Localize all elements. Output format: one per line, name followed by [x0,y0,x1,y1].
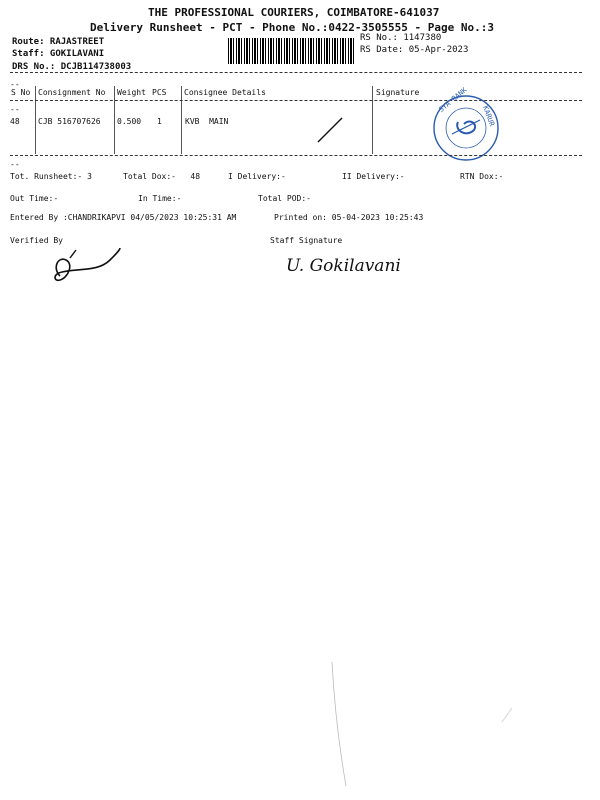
staff-handwritten-name: U. Gokilavani [286,256,401,276]
stamp-text-left: SYA BANK [437,86,469,114]
total-dox: Total Dox:- 48 [123,172,201,181]
header-consignee: Consignee Details [184,88,266,97]
row-pcs: 1 [157,117,162,126]
header-weight: Weight [117,88,146,97]
stamp-text-right: KARUR [481,104,496,128]
header-sno: S No [11,88,31,97]
verified-by: Verified By [10,236,63,245]
staff-signature-label: Staff Signature [270,236,343,245]
column-divider [181,86,182,154]
header-signature: Signature [376,88,420,97]
staff-label: Staff: GOKILAVANI [12,49,105,59]
in-time: In Time:- [138,194,182,203]
rs-date: RS Date: 05-Apr-2023 [360,45,469,55]
drs-number: DRS No.: DCJB114738003 [12,62,132,72]
company-title: THE PROFESSIONAL COURIERS, COIMBATORE-641037 [148,6,440,19]
divider [10,72,582,73]
tot-runsheet: Tot. Runsheet:- 3 [10,172,92,181]
column-divider [372,86,373,154]
ii-delivery: II Delivery:- [342,172,405,181]
row-weight: 0.500 [117,117,142,126]
row-consignment: CJB 516707626 [38,117,101,126]
header-consignment: Consignment No [38,88,106,97]
column-divider [114,86,115,154]
double-dash: -- [10,160,20,169]
runsheet-subtitle: Delivery Runsheet - PCT - Phone No.:0422-3505555 - Page No.:3 [90,21,494,34]
rtn-dox: RTN Dox:- [460,172,504,181]
out-time: Out Time:- [10,194,59,203]
route-label: Route: RAJASTREET [12,37,105,47]
row-consignee: KVB MAIN [185,117,229,126]
double-dash: -- [10,105,20,114]
verifier-signature [48,246,128,286]
double-dash: -- [10,80,20,89]
row-sno: 48 [10,117,20,126]
rs-number: RS No.: 1147380 [360,33,442,43]
total-pod: Total POD:- [258,194,311,203]
i-delivery: I Delivery:- [228,172,286,181]
printed-on: Printed on: 05-04-2023 10:25:43 [274,213,424,222]
barcode [228,38,354,64]
entered-by: Entered By :CHANDRIKAPVI 04/05/2023 10:25:31 AM [10,213,237,222]
scan-mark [330,660,350,790]
delivery-signature-mark [316,116,346,146]
scan-mark [500,704,516,724]
column-divider [35,86,36,154]
header-pcs: PCS [152,88,167,97]
divider [10,155,582,156]
